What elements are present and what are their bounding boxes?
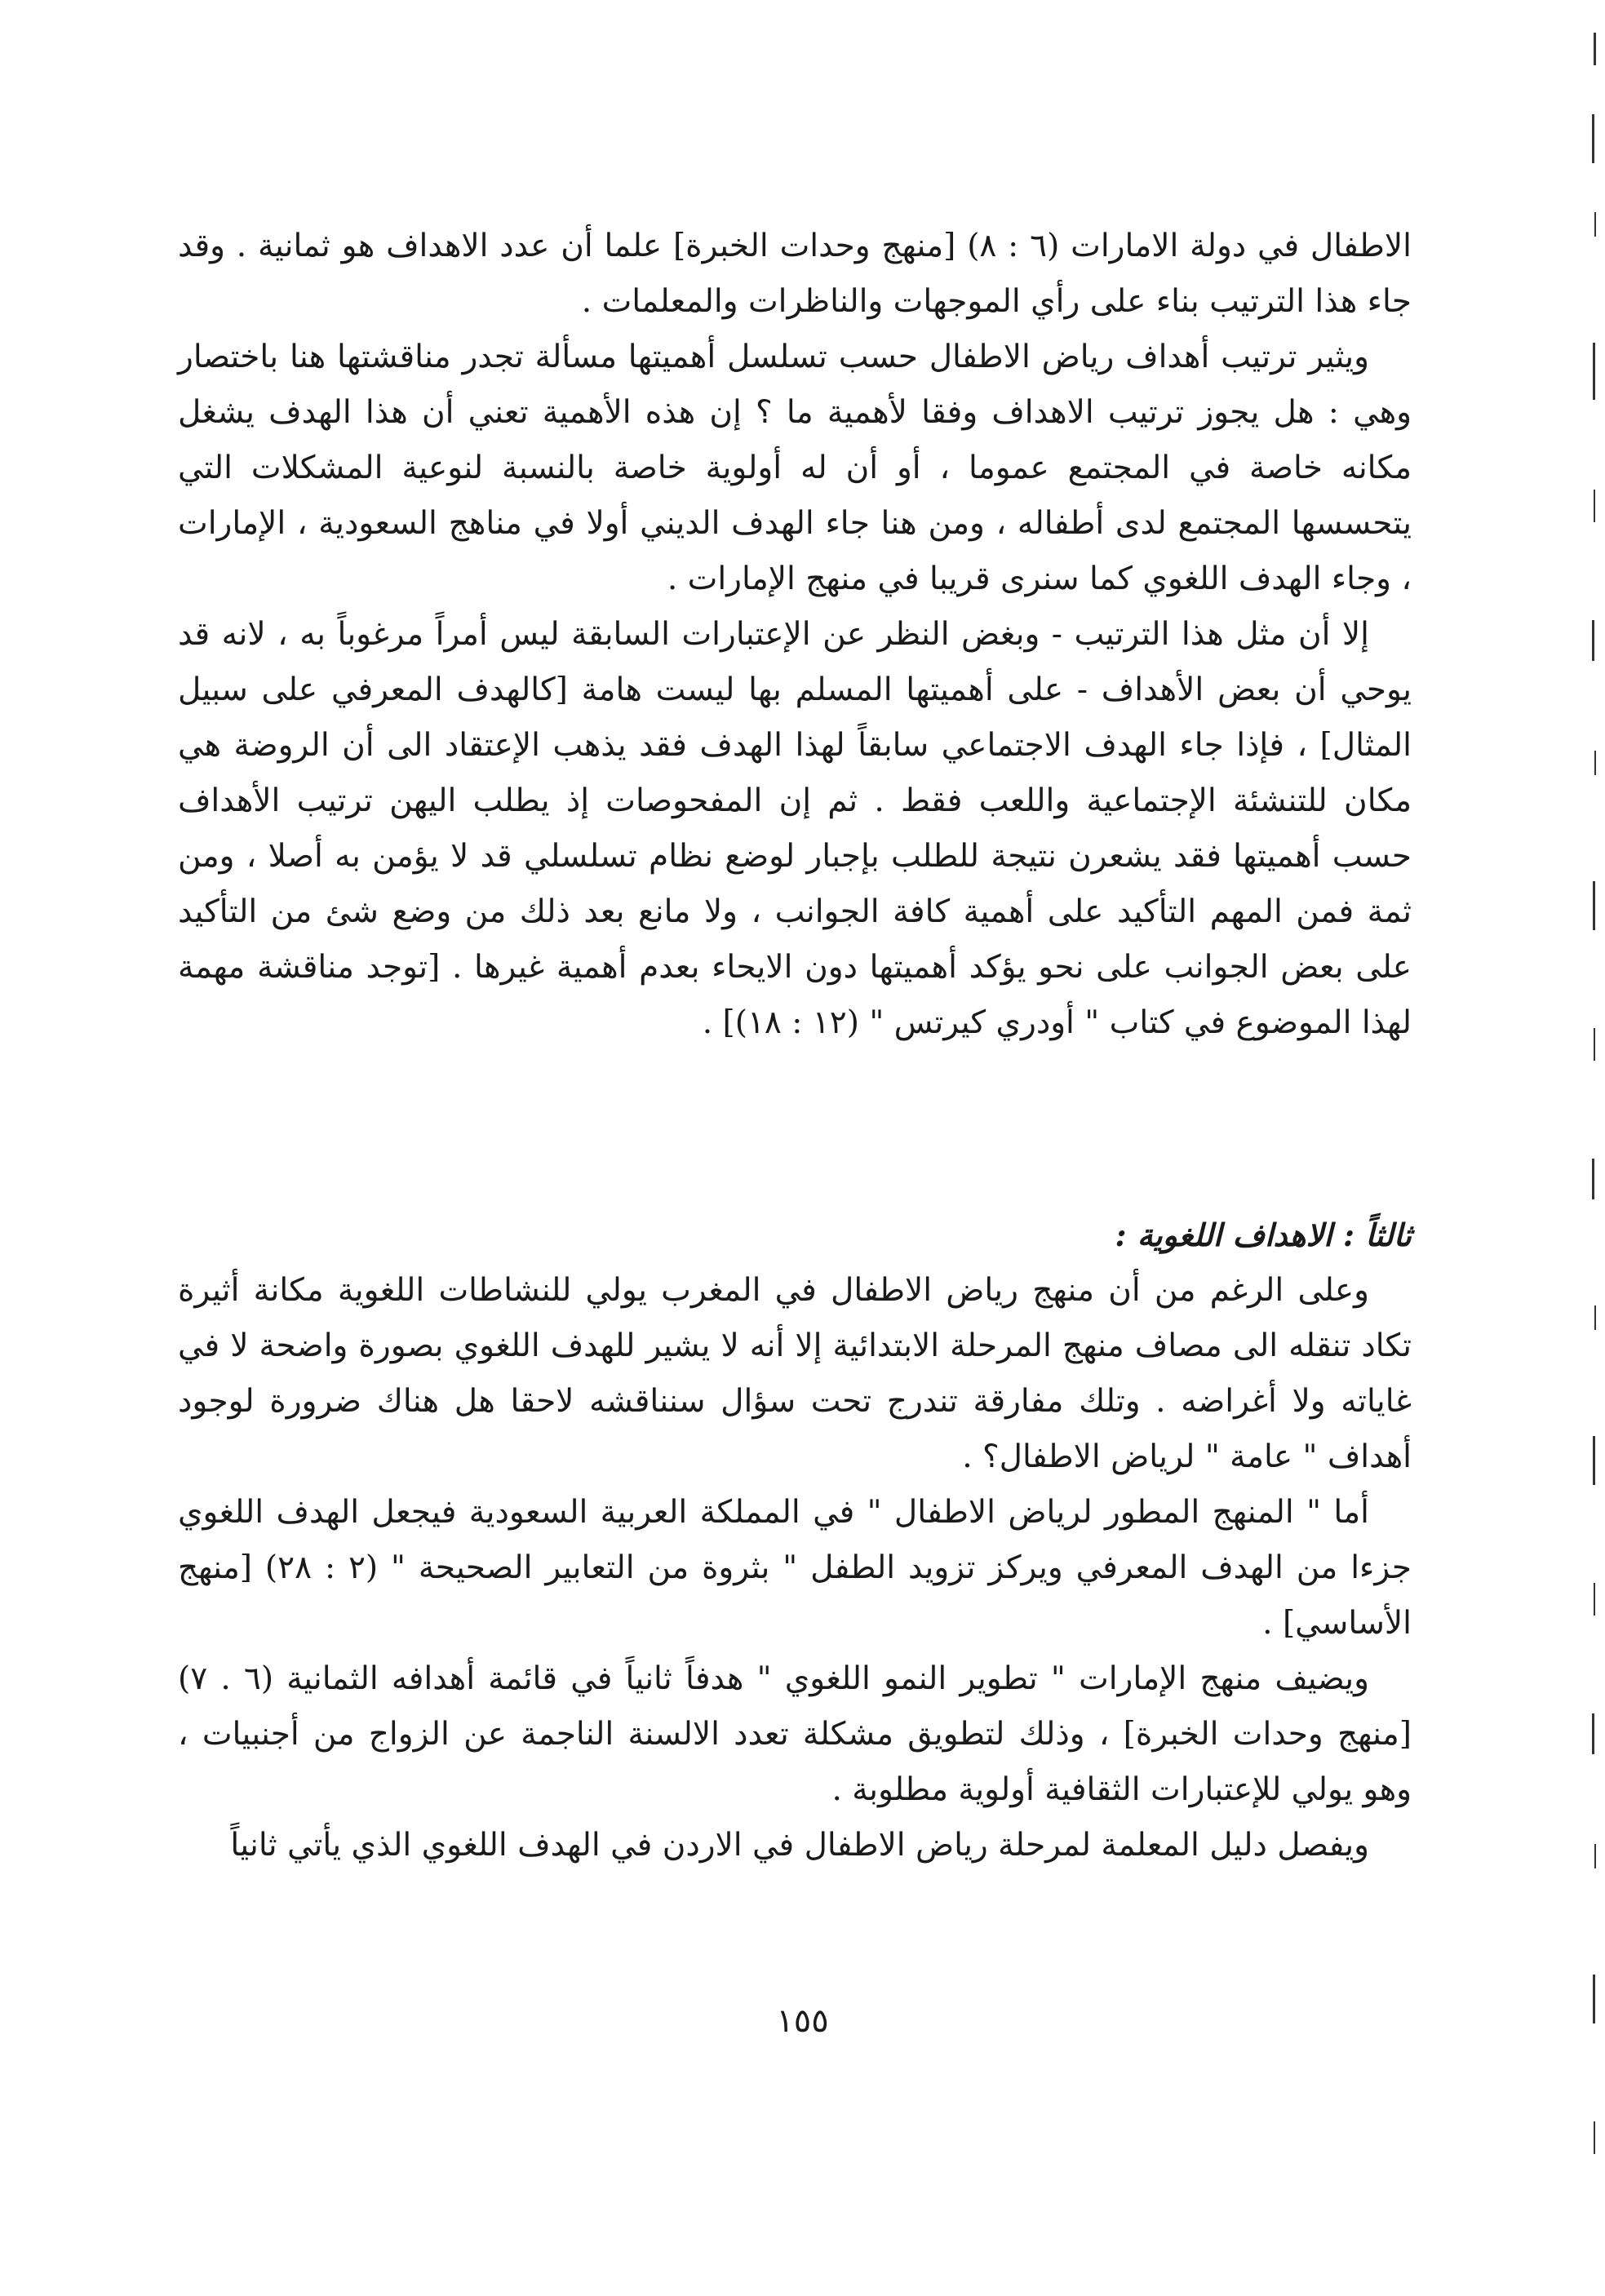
paragraph-7: ويفصل دليل المعلمة لمرحلة رياض الاطفال في الاردن في الهدف اللغوي الذي يأتي ثانياً [230, 1827, 1369, 1864]
paragraph-5: أما " المنهج المطور لرياض الاطفال " في المملكة العربية السعودية فيجعل الهدف اللغوي جزءا من الهدف المعرفي ويركز تزويد الطفل " بثروة من التعابير الصحيحة " (٢ : ٢٨) [منهج الأساسي] . [178, 1494, 1412, 1642]
paragraph-2: ويثير ترتيب أهداف رياض الاطفال حسب تسلسل أهميتها مسألة تجدر مناقشتها هنا باختصار وهي : هل يجوز ترتيب الاهداف وفقا لأهمية ما ؟ إن هذه الأهمية تعني أن هذا الهدف يشغل مكانه خاصة في المجتمع عموما ، أو أن له أولوية خاصة بالنسبة لنوعية المشكلات التي يتحسسها المجتمع لدى أطفاله ، ومن هنا جاء الهدف الديني أولا في مناهج السعودية ، الإمارات ، وجاء الهدف اللغوي كما سنرى قريبا في منهج الإمارات . [178, 339, 1412, 597]
page-number: ١٥٥ [776, 2002, 829, 2040]
paragraph-4: وعلى الرغم من أن منهج رياض الاطفال في المغرب يولي للنشاطات اللغوية مكانة أثيرة تكاد تنقله الى مصاف منهج المرحلة الابتدائية إلا أنه لا يشير للهدف اللغوي بصورة واضحة لا في غاياته ولا أغراضه . وتلك مفارقة تندرج تحت سؤال سنناقشه لاحقا هل هناك ضرورة لوجود أهداف " عامة " لرياض الاطفال؟ . [178, 1272, 1412, 1475]
paragraph-3: إلا أن مثل هذا الترتيب - وبغض النظر عن الإعتبارات السابقة ليس أمراً مرغوباً به ، لانه قد يوحي أن بعض الأهداف - على أهميتها المسلم بها ليست هامة [كالهدف المعرفي على سبيل المثال] ، فإذا جاء الهدف الاجتماعي سابقاً لهذا الهدف فقد يذهب الإعتقاد الى أن الروضة هي مكان للتنشئة الإجتماعية واللعب فقط . ثم إن المفحوصات إذ يطلب اليهن ترتيب الأهداف حسب أهميتها فقد يشعرن نتيجة للطلب بإجبار لوضع نظام تسلسلي قد لا يؤمن به أصلا ، ومن ثمة فمن المهم التأكيد على أهمية كافة الجوانب ، ولا مانع بعد ذلك من وضع شئ من التأكيد على بعض الجوانب على نحو يؤكد أهميتها دون الايحاء بعدم أهمية غيرها . [توجد مناقشة مهمة لهذا الموضوع في كتاب " أودري كيرتس " (١٢ : ١٨)] . [178, 616, 1412, 1041]
body-text-bottom [178, 1263, 1412, 1873]
body-text-top [178, 219, 1412, 1051]
paragraph-6: ويضيف منهج الإمارات " تطوير النمو اللغوي " هدفاً ثانياً في قائمة أهدافه الثمانية (٦ . ٧) [منهج وحدات الخبرة] ، وذلك لتطويق مشكلة تعدد الالسنة الناجمة عن الزواج من أجنبيات ، وهو يولي للإعتبارات الثقافية أولوية مطلوبة . [178, 1660, 1412, 1808]
section-heading: ثالثاً : الاهداف اللغوية : [1115, 1217, 1412, 1253]
paragraph-1: الاطفال في دولة الامارات (٦ : ٨) [منهج وحدات الخبرة] علما أن عدد الاهداف هو ثمانية . وقد جاء هذا الترتيب بناء على رأي الموجهات والناظرات والمعلمات . [178, 228, 1412, 320]
scan-edge-marks [1572, 0, 1605, 2296]
